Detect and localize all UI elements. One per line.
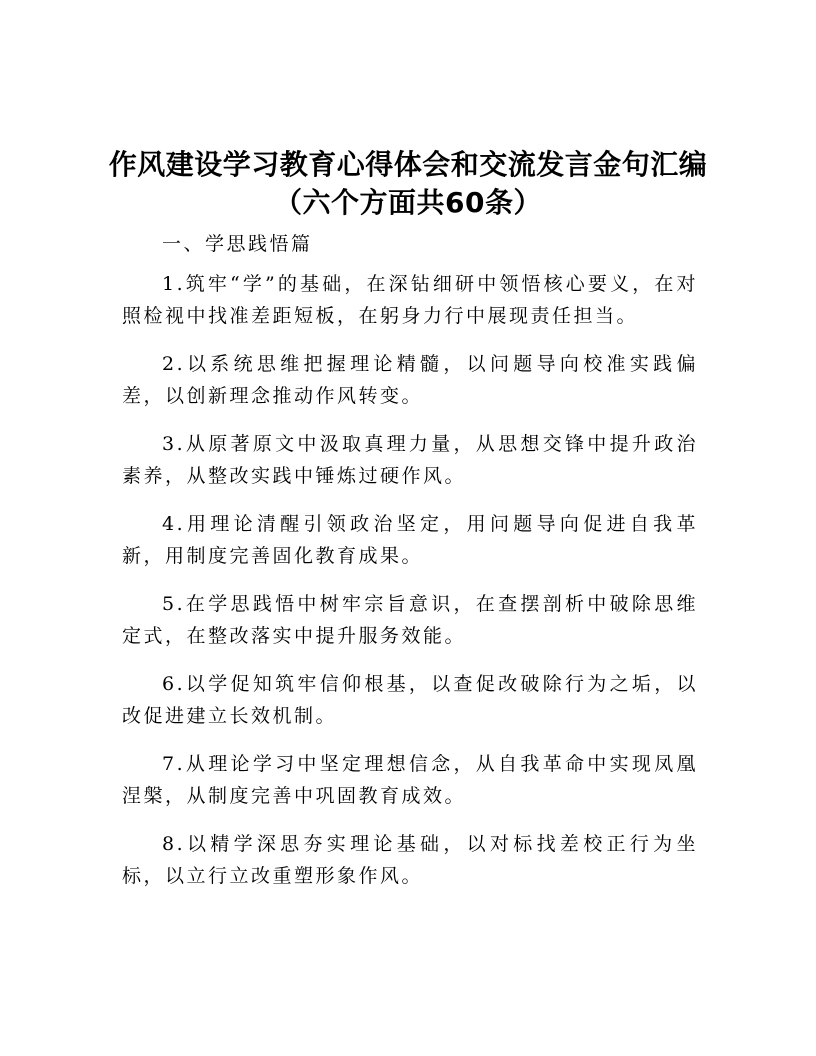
list-item: 4.用理论清醒引领政治坚定，用问题导向促进自我革新，用制度完善固化教育成果。 [122,513,698,567]
list-item: 6.以学促知筑牢信仰根基，以查促改破除行为之垢，以改促进建立长效机制。 [122,673,698,727]
document-body [122,228,698,908]
document-title: 作风建设学习教育心得体会和交流发言金句汇编（六个方面共60条） [108,148,708,219]
list-item: 2.以系统思维把握理论精髓，以问题导向校准实践偏差，以创新理念推动作风转变。 [122,353,698,407]
list-item: 5.在学思践悟中树牢宗旨意识，在查摆剖析中破除思维定式，在整改落实中提升服务效能。 [122,593,698,647]
section-heading: 一、学思践悟篇 [162,233,313,255]
list-item: 3.从原著原文中汲取真理力量，从思想交锋中提升政治素养，从整改实践中锤炼过硬作风。 [122,433,698,487]
list-item: 8.以精学深思夯实理论基础，以对标找差校正行为坐标，以立行立改重塑形象作风。 [122,833,698,887]
list-item: 7.从理论学习中坚定理想信念，从自我革命中实现凤凰涅槃，从制度完善中巩固教育成效。 [122,753,698,807]
list-item: 1.筑牢“学”的基础，在深钻细研中领悟核心要义，在对照检视中找准差距短板，在躬身力行中展现责任担当。 [122,273,698,327]
